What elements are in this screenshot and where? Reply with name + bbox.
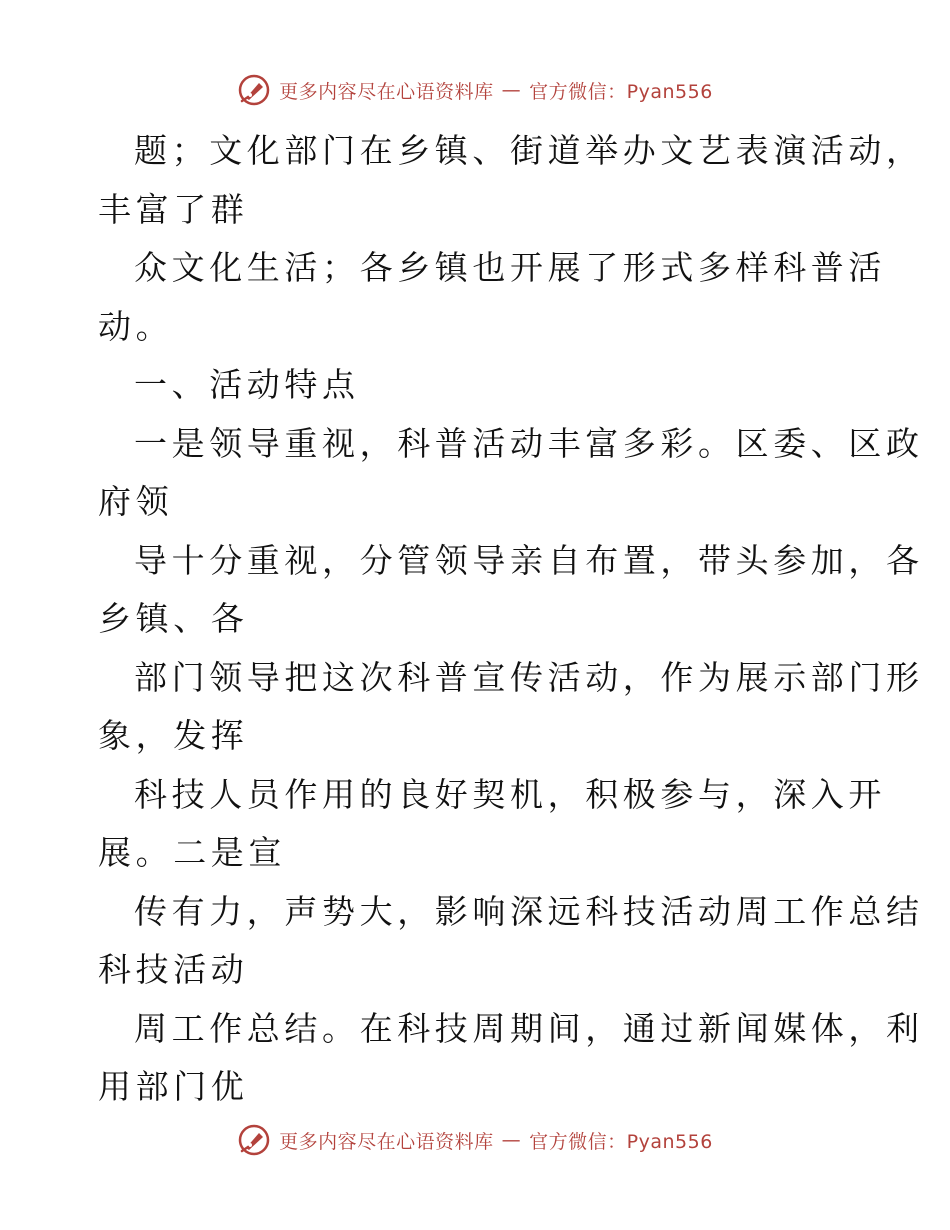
body-line: 传有力，声势大，影响深远科技活动周工作总结 [134, 891, 924, 931]
watermark-contact: 官方微信：Pyan556 [529, 80, 713, 103]
watermark-text: 更多内容尽在心语资料库 [279, 1130, 494, 1153]
body-line: 导十分重视，分管领导亲自布置，带头参加，各 [134, 540, 924, 580]
document-body [98, 122, 924, 1117]
footer-watermark [0, 1120, 950, 1160]
body-line: 周工作总结。在科技周期间，通过新闻媒体，利 [134, 1008, 924, 1048]
watermark-text: 更多内容尽在心语资料库 [279, 80, 494, 103]
body-line: 题；文化部门在乡镇、街道举办文艺表演活动， [134, 131, 924, 170]
body-line: 一是领导重视，科普活动丰富多彩。区委、区政 [134, 423, 924, 463]
body-line: 部门领导把这次科普宣传活动，作为展示部门形 [134, 657, 924, 697]
body-line: 丰富了群 [98, 189, 249, 229]
body-line: 科技活动 [98, 950, 249, 989]
section-heading: 一、活动特点 [134, 365, 360, 404]
watermark-contact: 官方微信：Pyan556 [529, 1130, 713, 1153]
body-line: 众文化生活；各乡镇也开展了形式多样科普活 [134, 248, 886, 287]
pen-nib-icon [237, 73, 271, 107]
body-line: 展。二是宣 [98, 833, 286, 872]
watermark-separator: — [501, 1129, 522, 1151]
body-line: 象，发挥 [98, 716, 249, 755]
body-line: 动。 [98, 306, 174, 346]
body-line: 府领 [98, 482, 174, 521]
header-watermark [0, 70, 950, 110]
body-line: 乡镇、各 [98, 599, 249, 638]
watermark-separator: — [501, 79, 522, 101]
pen-nib-icon [237, 1123, 271, 1157]
body-line: 用部门优 [98, 1067, 249, 1106]
body-line: 科技人员作用的良好契机，积极参与，深入开 [134, 774, 886, 814]
